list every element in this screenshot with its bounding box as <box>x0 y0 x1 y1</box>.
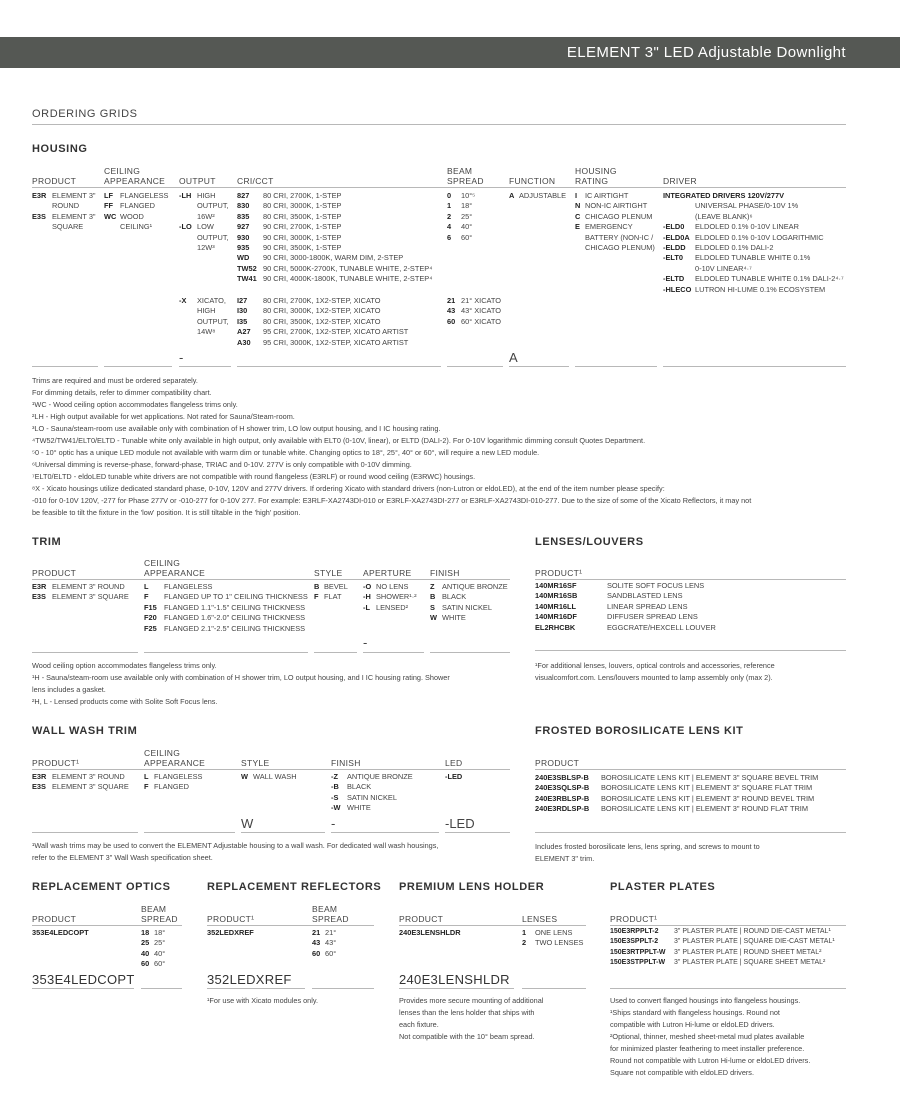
fill-line <box>363 652 424 653</box>
housing-cri-list: 827 80 CRI, 2700K, 1-STEP 830 80 CRI, 3000K, 1-STEP 835 80 CRI, 3500K, 1-STEP 927 90 CRI, 2700K, 1-STEP 930 90 CRI, 3000K, 1-STEP 935 90 CRI, 3500K, 1-STEP WD 90 CRI, 3000-1800K, WARM DIM, 2-STEP TW52 90 CRI, 5000K-2700K, TUNABLE WHITE, 2-STEP⁴ TW41 90 CRI, 4000K-1800K, TUNABLE WHITE, 2-STEP⁴ <box>237 191 433 284</box>
housing-ceiling-list: LF FLANGELESS FF FLANGED WC WOOD CEILING¹ <box>104 191 169 232</box>
optics-product: 353E4LEDCOPT <box>32 928 89 937</box>
reflectors-title: REPLACEMENT REFLECTORS <box>207 881 382 893</box>
holder-fill: 240E3LENSHLDR <box>399 972 510 987</box>
reflectors-col-beam-2: SPREAD <box>312 914 349 924</box>
trim-notes: Wood ceiling option accommodates flangeless trims only. ¹H - Sauna/steam-room use available only with combination of H shower trim, LO output housing, and I IC housing rating. Shower lens includes a gasket. ²H, L - Lensed products come with Solite Soft Focus lens. <box>32 661 450 706</box>
fill-line <box>312 988 374 989</box>
trim-col-aperture: APERTURE <box>363 568 412 578</box>
reflectors-product: 352LEDXREF <box>207 928 254 937</box>
divider <box>399 925 586 926</box>
holder-col-product: PRODUCT <box>399 914 444 924</box>
trim-col-finish: FINISH <box>430 568 460 578</box>
optics-col-product: PRODUCT <box>32 914 77 924</box>
fill-line <box>610 988 846 989</box>
wallwash-col-finish: FINISH <box>331 758 361 768</box>
reflectors-fill: 352LEDXREF <box>207 972 292 987</box>
wallwash-style: W WALL WASH <box>241 772 297 781</box>
wallwash-col-led: LED <box>445 758 463 768</box>
fill-line <box>207 988 305 989</box>
divider <box>535 579 846 580</box>
fill-line <box>314 652 357 653</box>
trim-finish-list: Z ANTIQUE BRONZE B BLACK S SATIN NICKEL W WHITE <box>430 582 508 623</box>
fill-line <box>522 988 586 989</box>
lenses-list: 140MR16SF SOLITE SOFT FOCUS LENS 140MR16SB SANDBLASTED LENS 140MR16LL LINEAR SPREAD LENS 140MR16DF DIFFUSER SPREAD LENS EL2RHCBK EGGCRATE/HEXCELL LOUVER <box>535 581 716 632</box>
lenses-col-product: PRODUCT¹ <box>535 568 583 578</box>
fill-line <box>663 366 846 367</box>
fill-line <box>509 366 569 367</box>
housing-rating-list: I IC AIRTIGHT N NON-IC AIRTIGHT C CHICAGO PLENUM E EMERGENCY BATTERY (NON-IC / CHICAGO PLENUM) <box>575 191 655 253</box>
fill-line <box>179 366 231 367</box>
reflectors-col-product: PRODUCT¹ <box>207 914 255 924</box>
fill-line <box>535 832 846 833</box>
wallwash-col-style: STYLE <box>241 758 270 768</box>
divider <box>32 579 510 580</box>
divider <box>32 124 846 125</box>
page-title: ELEMENT 3" LED Adjustable Downlight <box>566 44 846 61</box>
wallwash-col-ceiling-2: APPEARANCE <box>144 758 206 768</box>
divider <box>610 925 846 926</box>
divider <box>32 187 846 188</box>
housing-fill-function: A <box>509 350 518 365</box>
fill-line <box>32 652 138 653</box>
col-beam-1: BEAM <box>447 166 473 176</box>
trim-ceiling-list: L FLANGELESS F FLANGED UP TO 1" CEILING THICKNESS F15 FLANGED 1.1"-1.5" CEILING THICKNESS F20 FLANGED 1.6"-2.0" CEILING THICKNESS F25 FLANGED 2.1"-2.5" CEILING THICKNESS <box>144 582 308 633</box>
holder-notes: Provides more secure mounting of additional lenses than the lens holder that ships with each fixture. Not compatible with the 10° beam spread. <box>399 996 544 1041</box>
col-rating-1: HOUSING <box>575 166 617 176</box>
trim-style-list: B BEVEL F FLAT <box>314 582 348 602</box>
trim-col-ceiling-1: CEILING <box>144 558 181 568</box>
col-rating-2: RATING <box>575 176 609 186</box>
plaster-title: PLASTER PLATES <box>610 881 716 893</box>
col-driver: DRIVER <box>663 176 697 186</box>
housing-beam-list: 0 10°⁵ 1 18° 2 25° 4 40° 6 60° <box>447 191 476 242</box>
wallwash-col-product: PRODUCT¹ <box>32 758 80 768</box>
optics-fill: 353E4LEDCOPT <box>32 972 135 987</box>
housing-beam-xicato-list: 21 21° XICATO 43 43° XICATO 60 60° XICATO <box>447 296 502 326</box>
fill-line <box>331 832 439 833</box>
trim-aperture-list: -O NO LENS -H SHOWER¹·² -L LENSED² <box>363 582 417 612</box>
fill-line <box>141 988 182 989</box>
optics-beam-list: 18 18° 25 25° 40 40° 60 60° <box>141 928 166 969</box>
wallwash-fill-style: W <box>241 816 254 831</box>
divider <box>207 925 374 926</box>
divider <box>32 925 182 926</box>
wallwash-notes: ¹Wall wash trims may be used to convert the ELEMENT Adjustable housing to a wall wash. For dedicated wall wash housings, refer to the ELEMENT 3" Wall Wash specification sheet. <box>32 841 439 862</box>
wallwash-product-list: E3R ELEMENT 3" ROUND E3S ELEMENT 3" SQUARE <box>32 772 129 792</box>
fill-line <box>445 832 510 833</box>
plaster-notes: Used to convert flanged housings into flangeless housings. ¹Ships standard with flangeless housings. Round not compatible with Lutron Hi-lume or eldoLED drivers. ²Optional, thinner, meshed sheet-metal mud plates available for minimized plaster feathering to meet installer preference. Round not compatible with Lutron Hi-lume or eldoLED drivers. Square not compatible with eldoLED drivers. <box>610 996 811 1077</box>
holder-lenses-list: 1 ONE LENS 2 TWO LENSES <box>522 928 584 948</box>
housing-fill-output: - <box>179 350 184 365</box>
fill-line <box>430 652 510 653</box>
reflectors-beam-list: 21 21° 43 43° 60 60° <box>312 928 337 958</box>
frosted-notes: Includes frosted borosilicate lens, lens spring, and screws to mount to ELEMENT 3" trim. <box>535 842 760 863</box>
wallwash-title: WALL WASH TRIM <box>32 725 138 737</box>
col-ceiling-2: APPEARANCE <box>104 176 166 186</box>
wallwash-fill-led: -LED <box>445 816 475 831</box>
plaster-col-product: PRODUCT¹ <box>610 914 658 924</box>
trim-title: TRIM <box>32 536 62 548</box>
col-output: OUTPUT <box>179 176 216 186</box>
optics-col-beam-1: BEAM <box>141 904 167 914</box>
holder-product: 240E3LENSHLDR <box>399 928 461 937</box>
holder-title: PREMIUM LENS HOLDER <box>399 881 545 893</box>
ordering-grids-title: ORDERING GRIDS <box>32 108 138 120</box>
frosted-list: 240E3SBLSP-B BOROSILICATE LENS KIT | ELEMENT 3" SQUARE BEVEL TRIM 240E3SQLSP-B BOROSILICATE LENS KIT | ELEMENT 3" SQUARE FLAT TRIM 240E3RBLSP-B BOROSILICATE LENS KIT | ELEMENT 3" ROUND BEVEL TRIM 240E3RDLSP-B BOROSILICATE LENS KIT | ELEMENT 3" ROUND FLAT TRIM <box>535 773 819 814</box>
lenses-title: LENSES/LOUVERS <box>535 536 644 548</box>
fill-line <box>241 832 325 833</box>
frosted-title: FROSTED BOROSILICATE LENS KIT <box>535 725 744 737</box>
fill-line <box>237 366 441 367</box>
fill-line <box>32 366 98 367</box>
fill-line <box>32 832 138 833</box>
wallwash-fill-finish: - <box>331 816 336 831</box>
wallwash-finish-list: -Z ANTIQUE BRONZE -B BLACK -S SATIN NICKEL -W WHITE <box>331 772 413 813</box>
fill-line <box>575 366 657 367</box>
housing-driver-list: INTEGRATED DRIVERS 120V/277V UNIVERSAL PHASE/0-10V 1% (LEAVE BLANK)⁶ -ELD0 ELDOLED 0.1% 0-10V LINEAR -ELD0A ELDOLED 0.1% 0-10V LOGARITHMIC -ELDD ELDOLED 0.1% DALI-2 -ELT0 ELDOLED TUNABLE WHITE 0.1% 0-10V LINEAR⁴·⁷ -ELTD ELDOLED TUNABLE WHITE 0.1% DALI-2⁴·⁷ -HLECO LUTRON HI-LUME 0.1% ECOSYSTEM <box>663 191 844 294</box>
fill-line <box>447 366 503 367</box>
housing-output-list: -LH HIGH OUTPUT, 16W² -LO LOW OUTPUT, 12W³ <box>179 191 229 253</box>
trim-fill-aperture: - <box>363 635 368 650</box>
wallwash-led: -LED <box>445 772 463 781</box>
fill-line <box>535 650 846 651</box>
housing-notes: Trims are required and must be ordered separately. For dimming details, refer to dimmer compatibility chart. ¹WC - Wood ceiling option accommodates flangeless trims only. ²LH - High output available for wet applications. Not rated for Sauna/Steam-room. ³LO - Sauna/steam-room use available only with combination of H shower trim, LO low output housing, and I IC housing rating. ⁴TW52/TW41/ELT0/ELTD - Tunable white only available in high output, only available with ELT0 (0-10V, linear), or ELTD (DALI-2). For 0-10V logarithmic dimming consult Quotes Department. ⁵0 - 10° optic has a unique LED module not available with warm dim or tunable white. Changing optics to 18°, 25°, 40° or 60°, will require a new LED module. ⁶Universal dimming is reverse-phase, forward-phase, TRIAC and 0-10V. 277V is only compatible with 0-10V dimming. ⁷ELT0/ELTD - eldoLED tunable white drivers are not compatible with round flangeless (E3RLF) or round wood ceiling (E3RWC) housings. ⁸X - Xicato housings utilize dedicated standard phase, 0-10V, 120V and 277V drivers. If ordering Xicato with standard drivers (non-Lutron or eldoLED), at the end of the item number please specify: -010 for 0-10V 120V, -277 for Phase 277V or -010-277 for 0-10V 277. For example: E3RLF-XA2743DI-010 or E3RLF-XA2743DI-277 or E3RLF-XA2743DI-010-277. Due to the size of some of the Xicato Reflectors, it may not be feasible to tilt the fixture in the 'low' position. It is still tiltable in the 'high' position. <box>32 376 752 517</box>
housing-function: A ADJUSTABLE <box>509 191 567 200</box>
optics-col-beam-2: SPREAD <box>141 914 178 924</box>
trim-col-ceiling-2: APPEARANCE <box>144 568 206 578</box>
fill-line <box>104 366 172 367</box>
housing-title: HOUSING <box>32 143 88 155</box>
fill-line <box>32 988 134 989</box>
col-beam-2: SPREAD <box>447 176 484 186</box>
trim-col-style: STYLE <box>314 568 343 578</box>
reflectors-col-beam-1: BEAM <box>312 904 338 914</box>
fill-line <box>144 832 235 833</box>
trim-product-list: E3R ELEMENT 3" ROUND E3S ELEMENT 3" SQUARE <box>32 582 129 602</box>
reflectors-note: ¹For use with Xicato modules only. <box>207 996 318 1005</box>
col-cri: CRI/CCT <box>237 176 274 186</box>
wallwash-ceiling-list: L FLANGELESS F FLANGED <box>144 772 203 792</box>
col-product: PRODUCT <box>32 176 77 186</box>
housing-cri-xicato-list: I27 80 CRI, 2700K, 1X2-STEP, XICATO I30 80 CRI, 3000K, 1X2-STEP, XICATO I35 80 CRI, 3500K, 1X2-STEP, XICATO A27 95 CRI, 2700K, 1X2-STEP, XICATO ARTIST A30 95 CRI, 3000K, 1X2-STEP, XICATO ARTIST <box>237 296 409 347</box>
optics-title: REPLACEMENT OPTICS <box>32 881 171 893</box>
holder-col-lenses: LENSES <box>522 914 558 924</box>
lenses-notes: ¹For additional lenses, louvers, optical controls and accessories, reference visualcomfort.com. Lens/louvers mounted to lamp assembly only (max 2). <box>535 661 775 682</box>
col-function: FUNCTION <box>509 176 556 186</box>
wallwash-col-ceiling-1: CEILING <box>144 748 181 758</box>
fill-line <box>399 988 514 989</box>
housing-product-list: E3R ELEMENT 3" ROUND E3S ELEMENT 3" SQUARE <box>32 191 96 232</box>
fill-line <box>144 652 308 653</box>
divider <box>535 769 846 770</box>
housing-output-xicato: -X XICATO, HIGH OUTPUT, 14W⁸ <box>179 296 229 337</box>
divider <box>32 769 510 770</box>
plaster-list: 150E3RPPLT-2 3" PLASTER PLATE | ROUND DIE-CAST METAL¹ 150E3SPPLT-2 3" PLASTER PLATE | SQUARE DIE-CAST METAL¹ 150E3RTPPLT-W 3" PLASTER PLATE | ROUND SHEET METAL² 150E3STPPLT-W 3" PLASTER PLATE | SQUARE SHEET METAL² <box>610 928 835 967</box>
frosted-col-product: PRODUCT <box>535 758 580 768</box>
trim-col-product: PRODUCT <box>32 568 77 578</box>
col-ceiling-1: CEILING <box>104 166 141 176</box>
